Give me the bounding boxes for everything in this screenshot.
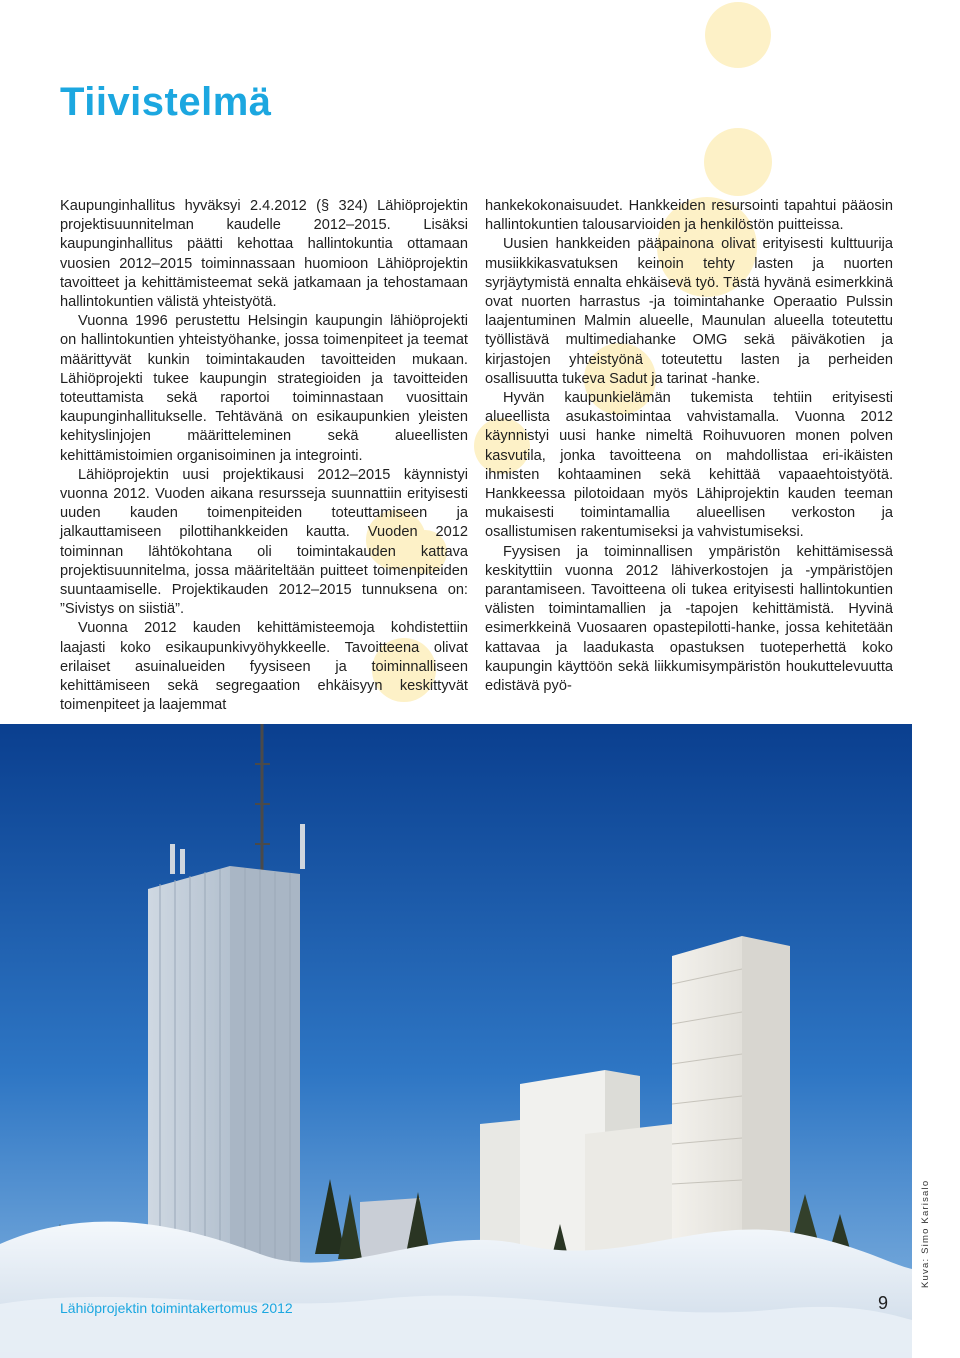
photo-credit: Kuva: Simo Karisalo bbox=[920, 1179, 931, 1288]
page-title: Tiivistelmä bbox=[60, 80, 272, 124]
paragraph: Lähiöprojektin uusi projektikausi 2012–2015 käynnistyi vuonna 2012. Vuoden aikana resursseja suunnattiin erityisesti uuden kauden toimenpiteiden toteuttamiseen ja jalkauttamiseen pilottihankkeiden kautta. Vuoden 2012 toiminnan lähtökohtana oli toimintakauden kattava projektisuunnitelma, jossa määriteltään puitteet toimenpiteiden suuntaamiselle. Projektikauden 2012–2015 tunnuksena on: ”Sivistys on siistiä”. bbox=[60, 466, 468, 618]
paragraph: Hyvän kaupunkielämän tukemista tehtiin erityisesti alueellista asukastoimintaa vahvistamalla. Vuonna 2012 käynnistyi uusi hanke nimeltä Roihuvuoren monen polven kasvutila, jonka tavoitteena on mahdollistaa eri-ikäisten ihmisten kohtaaminen sekä kehittää vapaaehtoistyötä. Hankkeessa pilotoidaan myös Lähiprojektin kauden teeman mukaisesti toimintamallia alueellisen verkoston ja osallistumisen rakentumiseksi ja vahvistumiseksi. bbox=[485, 390, 893, 541]
footer-publication-title: Lähiöprojektin toimintakertomus 2012 bbox=[60, 1300, 293, 1316]
page-number: 9 bbox=[878, 1293, 889, 1313]
cover-photo bbox=[0, 724, 912, 1358]
decorative-circle bbox=[704, 128, 772, 196]
paragraph: Vuonna 1996 perustettu Helsingin kaupungin lähiöprojekti on hallintokuntien yhteistyöhanke, jossa toimenpiteet ja teemat määrittyvät kunkin toimintakauden tavoitteiden mukaan. Lähiöprojekti tukee kaupungin strategioiden ja tavoitteiden toteuttamista sekä raportoi toiminnastaan vuosittain kaupunginhallitukselle. Tehtävänä on esikaupunkien yleisten kehityslinjojen määritteleminen sekä alueellisten kehittämistoimien organisoiminen ja integrointi. bbox=[60, 313, 468, 464]
paragraph: hankekokonaisuudet. Hankkeiden resursointi tapahtui pääosin hallintokuntien talousarvioiden ja henkilöstön puitteissa. bbox=[485, 198, 893, 234]
paragraph: Fyysisen ja toiminnallisen ympäristön kehittämisessä keskityttiin vuonna 2012 lähiverkostojen ja -ympäristöjen parantamiseen. Tavoitteena oli tukea erityisesti hallintokuntien välisten toimintamallien ja -tapojen kehittämistä. Hyvinä esimerkkeinä Vuosaaren opastepilotti-hanke, jossa kehitetään kattavaa ja laadukasta opastuksen tuoteperhettä koko kaupungin käyttöön sekä liikkumisympäristön houkuttelevuutta edistävä pyö- bbox=[485, 543, 893, 695]
paragraph: Kaupunginhallitus hyväksyi 2.4.2012 (§ 324) Lähiöprojektin projektisuunnitelman kaudelle 2012–2015. Lisäksi kaupunginhallitus päätti kehottaa hallintokuntia ottamaan vuosien 2012–2015 toiminnassaan huomioon Lähiöprojektin tavoitteet ja kehittämisteemat sekä jatkamaan ja tehostamaan hallintokuntien välistä yhteistyötä. bbox=[60, 198, 468, 311]
right-text-column bbox=[485, 197, 893, 696]
left-text-column bbox=[60, 197, 468, 715]
decorative-circle bbox=[705, 2, 771, 68]
paragraph: Vuonna 2012 kauden kehittämisteemoja kohdistettiin laajasti koko esikaupunkivyöhykkeelle. Tavoitteena olivat erilaiset asuinalueiden fyysiseen ja toiminnalliseen kehittämiseen sekä segregaation ehkäisyyn keskittyvät toimenpiteet ja laajemmat bbox=[60, 620, 468, 714]
paragraph: Uusien hankkeiden pääpainona olivat erityisesti kulttuurija musiikkikasvatuksen keinoin tehty lasten ja nuorten syrjäytymistä ennalta ehkäisevä työ. Tästä hyvänä esimerkkinä ovat nuorten harrastus -ja toimintahanke Operaatio Pulssin laajentuminen Malmin alueelle, Maunulan alueella toteutettu työllistävä multimediahanke OMG sekä päiväkotien ja kirjastojen yhteistyönä toteutettu lasten ja perheiden osallisuutta tukeva Sadut ja tarinat -hanke. bbox=[485, 236, 893, 387]
